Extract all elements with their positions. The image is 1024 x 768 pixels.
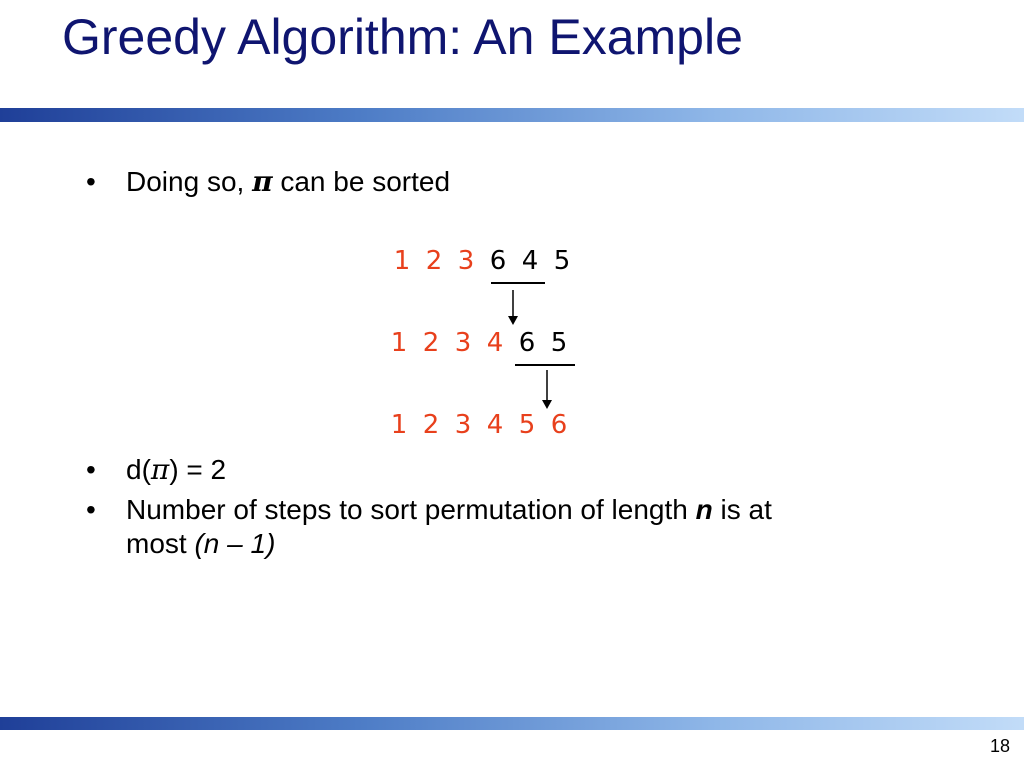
- pi-symbol: π: [150, 453, 170, 486]
- bullet-3-line2-pre: most: [126, 528, 195, 559]
- permutation-element: 2: [422, 328, 440, 358]
- bullet-1-post: can be sorted: [272, 166, 451, 197]
- reversal-underline-1: [491, 282, 545, 284]
- permutation-element: 6: [489, 246, 507, 276]
- permutation-element: 5: [518, 410, 536, 440]
- permutation-element: 3: [454, 328, 472, 358]
- permutation-element: 4: [486, 328, 504, 358]
- permutation-element: 6: [550, 410, 568, 440]
- permutation-element: 1: [390, 410, 408, 440]
- page-number: 18: [989, 736, 1010, 756]
- bullet-3-line-1: [126, 493, 772, 527]
- slide-title: Greedy Algorithm: An Example: [62, 9, 743, 65]
- permutation-element: 6: [518, 328, 536, 358]
- permutation-element: 2: [422, 410, 440, 440]
- bullet-2-pre: d(: [126, 454, 151, 485]
- bullet-3-post: is at: [712, 494, 772, 525]
- bullet-3-n-minus-1: (n – 1): [194, 528, 276, 559]
- permutation-element: 5: [553, 246, 571, 276]
- bullet-2-post: ) = 2: [169, 454, 227, 485]
- permutation-element: 3: [457, 246, 475, 276]
- bullet-1-pre: Doing so,: [126, 166, 253, 197]
- down-arrow-icon: [537, 370, 557, 410]
- bullet-1-text: [126, 165, 450, 199]
- bullet-3-line-2: [126, 527, 275, 561]
- permutation-element: 4: [486, 410, 504, 440]
- permutation-element: 4: [521, 246, 539, 276]
- footer-divider: [0, 717, 1024, 730]
- bullet-2-text: [126, 453, 226, 487]
- permutation-row-3: [383, 410, 575, 440]
- permutation-element: 5: [550, 328, 568, 358]
- permutation-row-1: [386, 246, 578, 276]
- reversal-underline-2: [515, 364, 575, 366]
- down-arrow-icon: [503, 290, 523, 326]
- permutation-element: 2: [425, 246, 443, 276]
- permutation-element: 1: [390, 328, 408, 358]
- pi-symbol: π: [252, 165, 273, 198]
- bullet-marker: •: [86, 166, 96, 197]
- permutation-element: 1: [393, 246, 411, 276]
- bullet-marker: •: [86, 454, 96, 485]
- bullet-3-pre: Number of steps to sort permutation of length: [126, 494, 696, 525]
- permutation-element: 3: [454, 410, 472, 440]
- bullet-3-n: n: [695, 494, 713, 525]
- title-divider: [0, 108, 1024, 122]
- bullet-marker: •: [86, 494, 96, 525]
- permutation-row-2: [383, 328, 575, 358]
